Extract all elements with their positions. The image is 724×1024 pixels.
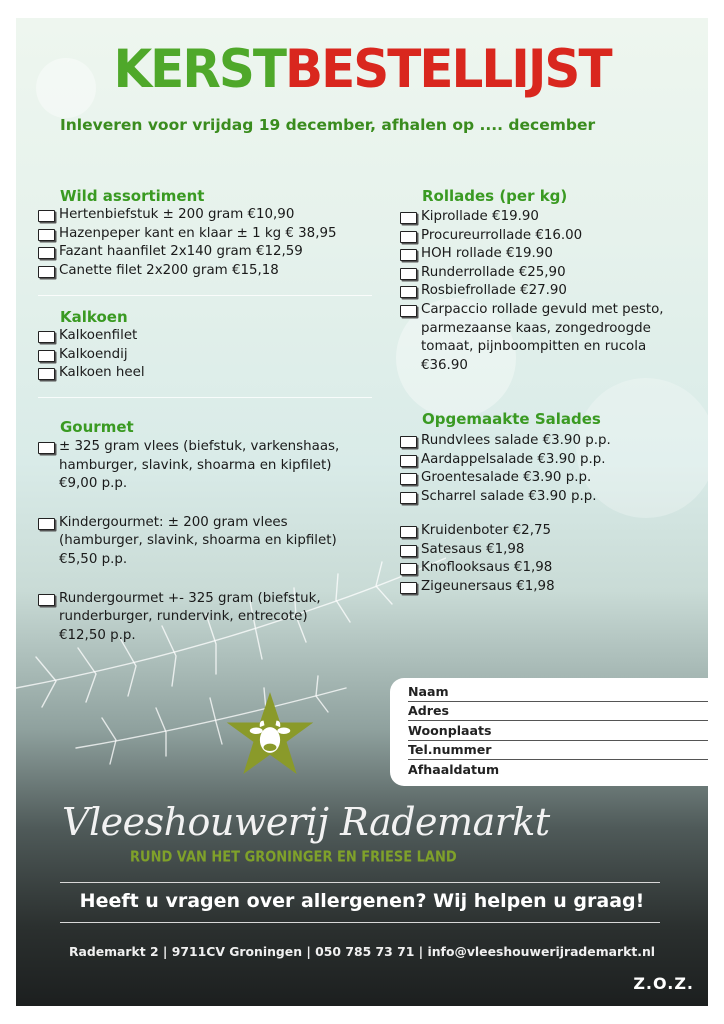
page-title bbox=[16, 38, 708, 100]
form-field-woonplaats[interactable]: Woonplaats bbox=[408, 721, 708, 741]
form-field-afhaaldatum[interactable]: Afhaaldatum bbox=[408, 762, 500, 777]
brand-tagline: RUND VAN HET GRONINGER EN FRIESE LAND bbox=[130, 848, 457, 867]
list-item[interactable]: Knoflooksaus €1,98 bbox=[400, 559, 700, 578]
list-item[interactable]: Canette filet 2x200 gram €15,18 bbox=[38, 262, 388, 281]
list-item[interactable]: Kruidenboter €2,75 bbox=[400, 522, 700, 541]
form-field-telnummer[interactable]: Tel.nummer bbox=[408, 740, 708, 760]
cow-star-icon bbox=[224, 690, 316, 778]
list-item[interactable]: Kalkoendij bbox=[38, 346, 388, 365]
checkbox[interactable] bbox=[38, 442, 55, 454]
list-item[interactable]: Kindergourmet: ± 200 gram vlees (hamburger, slavink, shoarma en kipfilet) €5,50 p.p. bbox=[38, 514, 388, 570]
list-item[interactable]: Rundergourmet +- 325 gram (biefstuk, runderburger, rundervink, entrecote) €12,50 p.p. bbox=[38, 590, 388, 646]
list-item[interactable]: Zigeunersaus €1,98 bbox=[400, 578, 700, 597]
list-item[interactable]: Kalkoenfilet bbox=[38, 327, 388, 346]
form-field-naam[interactable]: Naam bbox=[408, 682, 708, 702]
checkbox[interactable] bbox=[400, 305, 417, 317]
checkbox[interactable] bbox=[400, 545, 417, 557]
list-item[interactable]: Hertenbiefstuk ± 200 gram €10,90 bbox=[38, 206, 388, 225]
customer-form bbox=[390, 678, 708, 786]
checkbox[interactable] bbox=[38, 518, 55, 530]
list-item[interactable]: Procureurrollade €16.00 bbox=[400, 227, 700, 246]
divider bbox=[60, 922, 660, 923]
subtitle: Inleveren voor vrijdag 19 december, afhalen op .... december bbox=[60, 116, 596, 134]
list-item[interactable]: Kiprollade €19.90 bbox=[400, 208, 700, 227]
title-kerst: KERST bbox=[113, 38, 285, 100]
checkbox[interactable] bbox=[400, 563, 417, 575]
title-bestellijst: BESTELLIJST bbox=[284, 38, 611, 100]
section-title-kalkoen: Kalkoen bbox=[60, 308, 128, 326]
checkbox[interactable] bbox=[38, 368, 55, 380]
checkbox[interactable] bbox=[400, 231, 417, 243]
list-item[interactable]: ± 325 gram vlees (biefstuk, varkenshaas, hamburger, slavink, shoarma en kipfilet) €9,00 p.p. bbox=[38, 438, 388, 494]
brand-name: Vleeshouwerij Rademarkt bbox=[62, 800, 550, 844]
section-title-wild: Wild assortiment bbox=[60, 187, 205, 205]
divider bbox=[38, 397, 372, 398]
list-wild bbox=[38, 206, 388, 280]
list-item[interactable]: Aardappelsalade €3.90 p.p. bbox=[400, 451, 700, 470]
checkbox[interactable] bbox=[38, 266, 55, 278]
checkbox[interactable] bbox=[400, 455, 417, 467]
list-item[interactable]: Carpaccio rollade gevuld met pesto, parmezaanse kaas, zongedroogde tomaat, pijnboompitten en rucola €36.90 bbox=[400, 301, 700, 375]
checkbox[interactable] bbox=[400, 526, 417, 538]
section-title-gourmet: Gourmet bbox=[60, 418, 134, 436]
checkbox[interactable] bbox=[38, 350, 55, 362]
list-item[interactable]: Fazant haanfilet 2x140 gram €12,59 bbox=[38, 243, 388, 262]
list-kalkoen bbox=[38, 327, 388, 383]
list-item[interactable]: Hazenpeper kant en klaar ± 1 kg € 38,95 bbox=[38, 225, 388, 244]
list-item[interactable]: Rosbiefrollade €27.90 bbox=[400, 282, 700, 301]
checkbox[interactable] bbox=[38, 331, 55, 343]
list-item[interactable]: Kalkoen heel bbox=[38, 364, 388, 383]
contact-address: Rademarkt 2 | 9711CV Groningen | 050 785 73 71 | info@vleeshouwerijrademarkt.nl bbox=[68, 944, 656, 959]
checkbox[interactable] bbox=[38, 247, 55, 259]
allergen-question: Heeft u vragen over allergenen? Wij helpen u graag! bbox=[79, 890, 645, 912]
checkbox[interactable] bbox=[400, 212, 417, 224]
list-gourmet bbox=[38, 438, 388, 645]
section-title-rollades: Rollades (per kg) bbox=[422, 187, 568, 205]
checkbox[interactable] bbox=[38, 229, 55, 241]
checkbox[interactable] bbox=[400, 582, 417, 594]
form-field-adres[interactable]: Adres bbox=[408, 701, 708, 721]
list-item[interactable]: Scharrel salade €3.90 p.p. bbox=[400, 488, 700, 507]
order-sheet bbox=[16, 18, 708, 1006]
checkbox[interactable] bbox=[400, 268, 417, 280]
list-item[interactable]: HOH rollade €19.90 bbox=[400, 245, 700, 264]
checkbox[interactable] bbox=[400, 492, 417, 504]
divider bbox=[60, 882, 660, 883]
section-title-salades: Opgemaakte Salades bbox=[422, 410, 601, 428]
checkbox[interactable] bbox=[400, 436, 417, 448]
list-item[interactable]: Runderrollade €25,90 bbox=[400, 264, 700, 283]
list-item[interactable]: Groentesalade €3.90 p.p. bbox=[400, 469, 700, 488]
list-sauzen bbox=[400, 522, 700, 596]
checkbox[interactable] bbox=[400, 286, 417, 298]
list-rollades bbox=[400, 208, 700, 375]
checkbox[interactable] bbox=[38, 594, 55, 606]
checkbox[interactable] bbox=[38, 210, 55, 222]
checkbox[interactable] bbox=[400, 473, 417, 485]
list-item[interactable]: Satesaus €1,98 bbox=[400, 541, 700, 560]
divider bbox=[38, 295, 372, 296]
list-salades bbox=[400, 432, 700, 506]
checkbox[interactable] bbox=[400, 249, 417, 261]
list-item[interactable]: Rundvlees salade €3.90 p.p. bbox=[400, 432, 700, 451]
zoz-label: Z.O.Z. bbox=[633, 974, 694, 993]
